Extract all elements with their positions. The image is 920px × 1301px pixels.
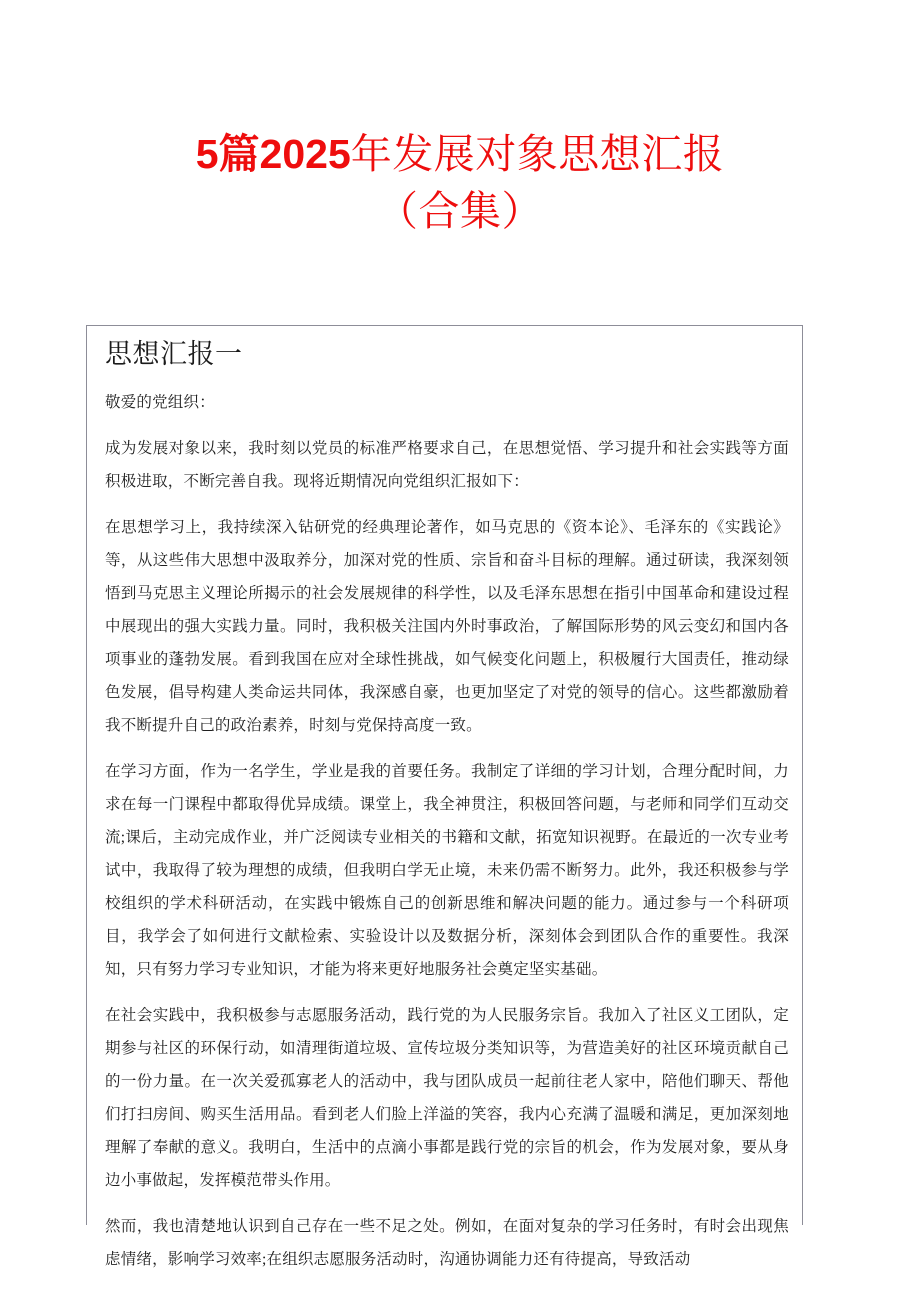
- document-title: [0, 131, 920, 235]
- document-title-rest: 年发展对象思想汇报: [350, 131, 725, 177]
- paragraph-intro: 成为发展对象以来，我时刻以党员的标准严格要求自己，在思想觉悟、学习提升和社会实践等方面积极进取，不断完善自我。现将近期情况向党组织汇报如下：: [105, 440, 789, 491]
- document-title-line-1: [0, 131, 920, 179]
- paragraph-social-practice: 在社会实践中，我积极参与志愿服务活动，践行党的为人民服务宗旨。我加入了社区义工团队，定期参与社区的环保行动，如清理街道垃圾、宣传垃圾分类知识等，为营造美好的社区环境贡献自己的一份力量。在一次关爱孤寡老人的活动中，我与团队成员一起前往老人家中，陪他们聊天、帮他们打扫房间、购买生活用品。看到老人们脸上洋溢的笑容，我内心充满了温暖和满足，更加深刻地理解了奉献的意义。我明白，生活中的点滴小事都是践行党的宗旨的机会，作为发展对象，要从身边小事做起，发挥模范带头作用。: [105, 1007, 789, 1190]
- content-frame-inner: [87, 326, 802, 1276]
- content-frame: [86, 325, 803, 1269]
- paragraph-shortcomings: 然而，我也清楚地认识到自己存在一些不足之处。例如，在面对复杂的学习任务时，有时会出现焦虑情绪，影响学习效率;在组织志愿服务活动时，沟通协调能力还有待提高，导致活动: [105, 1218, 789, 1269]
- document-title-emphasis: 5篇2025: [195, 131, 351, 177]
- paragraph-ideological-study: 在思想学习上，我持续深入钻研党的经典理论著作，如马克思的《资本论》、毛泽东的《实践论》等，从这些伟大思想中汲取养分，加深对党的性质、宗旨和奋斗目标的理解。通过研读，我深刻领悟到马克思主义理论所揭示的社会发展规律的科学性，以及毛泽东思想在指引中国革命和建设过程中展现出的强大实践力量。同时，我积极关注国内外时事政治，了解国际形势的风云变幻和国内各项事业的蓬勃发展。看到我国在应对全球性挑战，如气候变化问题上，积极履行大国责任，推动绿色发展，倡导构建人类命运共同体，我深感自豪，也更加坚定了对党的领导的信心。这些都激励着我不断提升自己的政治素养，时刻与党保持高度一致。: [105, 519, 789, 735]
- paragraph-academic-study: 在学习方面，作为一名学生，学业是我的首要任务。我制定了详细的学习计划，合理分配时间，力求在每一门课程中都取得优异成绩。课堂上，我全神贯注，积极回答问题，与老师和同学们互动交流;课后，主动完成作业，并广泛阅读专业相关的书籍和文献，拓宽知识视野。在最近的一次专业考试中，我取得了较为理想的成绩，但我明白学无止境，未来仍需不断努力。此外，我还积极参与学校组织的学术科研活动，在实践中锻炼自己的创新思维和解决问题的能力。通过参与一个科研项目，我学会了如何进行文献检索、实验设计以及数据分析，深刻体会到团队合作的重要性。我深知，只有努力学习专业知识，才能为将来更好地服务社会奠定坚实基础。: [105, 763, 789, 979]
- paragraph-salutation: 敬爱的党组织：: [105, 394, 215, 412]
- document-title-line-2: （合集）: [377, 187, 543, 234]
- section-heading: 思想汇报一: [105, 339, 243, 369]
